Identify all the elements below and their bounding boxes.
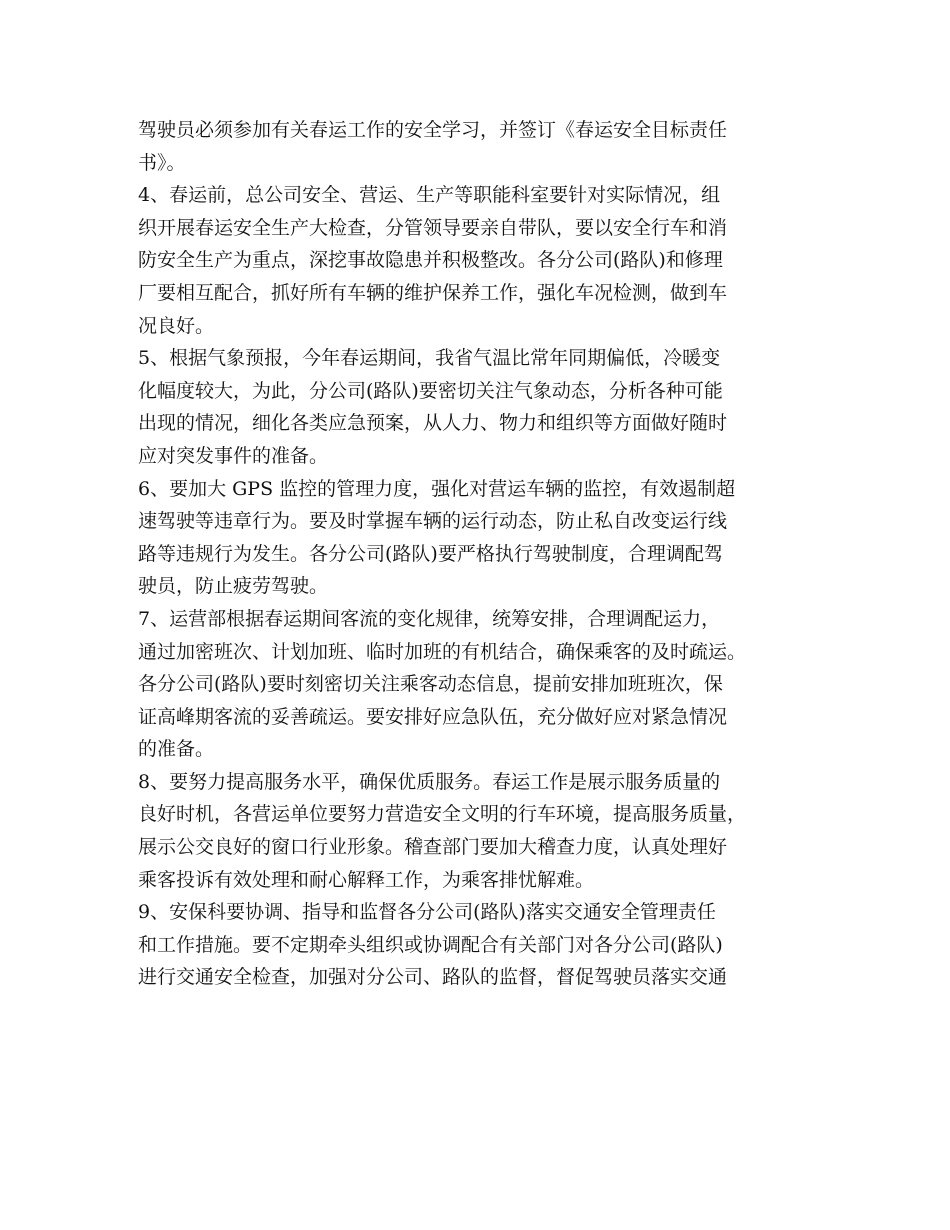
text-line: 出现的情况，细化各类应急预案，从人力、物力和组织等方面做好随时 [138,412,728,435]
text-line: 8、要努力提高服务水平，确保优质服务。春运工作是展示服务质量的 [138,770,721,793]
text-line: 防安全生产为重点，深挖事故隐患并积极整改。各分公司(路队)和修理 [138,249,723,272]
text-line: 各分公司(路队)要时刻密切关注乘客动态信息，提前安排加班班次，保 [138,673,723,696]
text-line: 织开展春运安全生产大检查，分管领导要亲自带队，要以安全行车和消 [138,216,728,239]
text-line: 驶员，防止疲劳驾驶。 [138,575,329,598]
text-line: 9、安保科要协调、指导和监督各分公司(路队)落实交通安全管理责任 [138,901,716,924]
text-line: 应对突发事件的准备。 [138,444,329,467]
text-line: 良好时机，各营运单位要努力营造安全文明的行车环境，提高服务质量， [138,803,747,826]
text-line: 4、春运前，总公司安全、营运、生产等职能科室要针对实际情况，组 [138,184,721,207]
text-line: 乘客投诉有效处理和耐心解释工作，为乘客排忧解难。 [138,868,595,891]
text-line: 化幅度较大，为此，分公司(路队)要密切关注气象动态，分析各种可能 [138,379,723,402]
text-line: 书》。 [138,151,186,174]
text-line: 5、根据气象预报，今年春运期间，我省气温比常年同期偏低，冷暖变 [138,347,721,370]
text-line: 况良好。 [138,314,215,337]
text-line: 6、要加大 GPS 监控的管理力度，强化对营运车辆的监控，有效遏制超 [138,477,736,500]
text-line: 证高峰期客流的妥善疏运。要安排好应急队伍，充分做好应对紧急情况 [138,705,728,728]
text-line: 速驾驶等违章行为。要及时掌握车辆的运行动态，防止私自改变运行线 [138,510,728,533]
text-line: 进行交通安全检查，加强对分公司、路队的监督，督促驾驶员落实交通 [138,966,728,989]
text-line: 通过加密班次、计划加班、临时加班的有机结合，确保乘客的及时疏运。 [138,640,747,663]
document-body [138,114,828,994]
text-line: 展示公交良好的窗口行业形象。稽查部门要加大稽查力度，认真处理好 [138,836,728,859]
text-line: 驾驶员必须参加有关春运工作的安全学习，并签订《春运安全目标责任 [138,119,728,141]
text-line: 的准备。 [138,738,215,761]
text-line: 厂要相互配合，抓好所有车辆的维护保养工作，强化车况检测，做到车 [138,281,728,304]
text-line: 7、运营部根据春运期间客流的变化规律，统筹安排，合理调配运力， [138,607,721,630]
text-line: 路等违规行为发生。各分公司(路队)要严格执行驾驶制度，合理调配驾 [138,542,723,565]
text-line: 和工作措施。要不定期牵头组织或协调配合有关部门对各分公司(路队) [138,933,723,956]
